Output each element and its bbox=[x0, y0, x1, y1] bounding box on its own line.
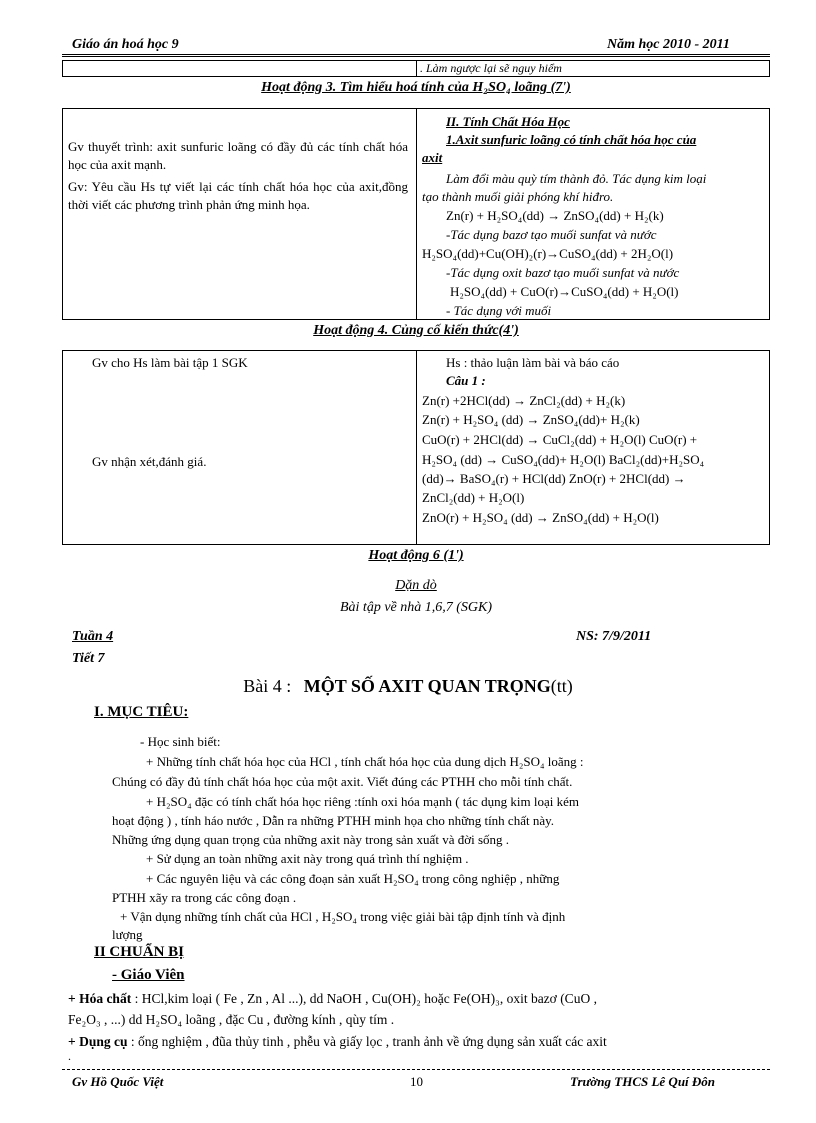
activity3-r11: - Tác dụng với muối bbox=[446, 303, 552, 318]
activity4-r8: ZnCl₂(dd) + H₂O(l) bbox=[422, 490, 525, 505]
top-row-left bbox=[62, 60, 417, 77]
activity4-r9: ZnO(r) + H₂SO₄ (dd) → ZnSO₄(dd) + H₂O(l) bbox=[422, 510, 659, 525]
header-rule bbox=[62, 54, 770, 57]
lesson-title-prefix: Bài 4 : bbox=[243, 676, 292, 696]
activity4-r3: Zn(r) +2HCl(dd) → ZnCl₂(dd) + H₂(k) bbox=[422, 393, 626, 408]
objectives-l5: hoạt động ) , tính háo nước , Dẫn ra những PTHH minh họa cho những tính chất này. bbox=[112, 813, 555, 828]
activity3-r9: -Tác dụng oxit bazơ tạo muối sunfat và nước bbox=[446, 265, 680, 280]
week-period: Tiết 7 bbox=[72, 651, 105, 666]
week-date: NS: 7/9/2011 bbox=[576, 629, 652, 644]
activity4-r7: (dd)→ BaSO₄(r) + HCl(dd) ZnO(r) + 2HCl(dd) → bbox=[422, 471, 686, 486]
prep-chem-label: + Hóa chất bbox=[68, 991, 132, 1006]
lesson-title-suffix: (tt) bbox=[550, 676, 573, 696]
activity3-r6: Zn(r) + H₂SO₄(dd) → ZnSO₄(dd) + H₂(k) bbox=[446, 208, 664, 223]
activity3-r10: H₂SO₄(dd) + CuO(r)→CuSO₄(dd) + H₂O(l) bbox=[450, 284, 679, 299]
footer-rule bbox=[62, 1069, 770, 1070]
activity4-r1: Hs : thảo luận làm bài và báo cáo bbox=[446, 355, 620, 370]
activity3-r8: H₂SO₄(dd)+Cu(OH)₂(r)→CuSO₄(dd) + 2H₂O(l) bbox=[422, 246, 674, 261]
activity3-r1: II. Tính Chất Hóa Học bbox=[446, 114, 570, 129]
prep-tools-text: : ống nghiệm , đũa thủy tinh , phễu và giấy lọc , tranh ảnh về ứng dụng sản xuất các axit bbox=[127, 1034, 607, 1049]
activity3-r4: Làm đổi màu quỳ tím thành đỏ. Tác dụng kim loại bbox=[446, 171, 707, 186]
prep-chem-text: : HCl,kim loại ( Fe , Zn , Al ...), dd NaOH , Cu(OH)₂ hoặc Fe(OH)₃, oxit bazơ (CuO , bbox=[131, 991, 597, 1006]
activity3-title: Hoạt động 3. Tìm hiểu hoá tính của H₂SO₄ loãng (7') bbox=[261, 80, 571, 95]
activity4-r4: Zn(r) + H₂SO₄ (dd) → ZnSO₄(dd)+ H₂(k) bbox=[422, 412, 640, 427]
activity4-left2: Gv nhận xét,đánh giá. bbox=[92, 454, 207, 469]
objectives-l8: + Các nguyên liệu và các công đoạn sản xuất H₂SO₄ trong công nghiệp , những bbox=[146, 871, 560, 886]
objectives-heading: I. MỤC TIÊU: bbox=[94, 704, 189, 720]
activity6-title: Hoạt động 6 (1') bbox=[368, 548, 464, 563]
objectives-l7: + Sử dụng an toàn những axit này trong quá trình thí nghiệm . bbox=[146, 851, 469, 866]
prep-chemicals bbox=[68, 990, 597, 1008]
prep-heading: II CHUẨN BỊ bbox=[94, 944, 185, 960]
header-right: Năm học 2010 - 2011 bbox=[607, 37, 730, 52]
top-row-text: . Làm ngược lại sẽ nguy hiểm bbox=[420, 61, 562, 75]
activity4-left-cell bbox=[62, 350, 417, 545]
week-label: Tuần 4 bbox=[72, 629, 114, 644]
prep-tools-label: + Dụng cụ bbox=[68, 1034, 128, 1049]
activity3-left-p1: Gv thuyết trình: axit sunfuric loãng có đầy đủ các tính chất hóa học của axit mạnh. bbox=[68, 139, 408, 172]
header-left: Giáo án hoá học 9 bbox=[72, 37, 179, 52]
footer-left: Gv Hồ Quốc Việt bbox=[72, 1074, 164, 1089]
footer-page: 10 bbox=[410, 1074, 423, 1089]
lesson-title-main: MỘT SỐ AXIT QUAN TRỌNG bbox=[303, 676, 551, 696]
activity4-title: Hoạt động 4. Củng cố kiến thức(4') bbox=[313, 323, 519, 338]
objectives-l4: + H₂SO₄ đặc có tính chất hóa học riêng :tính oxi hóa mạnh ( tác dụng kim loại kém bbox=[146, 794, 580, 809]
activity3-r2: 1.Axit sunfuric loãng có tính chất hóa học của bbox=[446, 132, 697, 147]
activity3-left-p2: Gv: Yêu cầu Hs tự viết lại các tính chất hóa học của axit,đồng thời viết các phương trình phản ứng minh họa. bbox=[68, 179, 408, 212]
objectives-l10: + Vận dụng những tính chất của HCl , H₂SO₄ trong việc giải bài tập định tính và định bbox=[120, 909, 566, 924]
activity4-left1: Gv cho Hs làm bài tập 1 SGK bbox=[92, 355, 248, 370]
activity4-r5: CuO(r) + 2HCl(dd) → CuCl₂(dd) + H₂O(l) CuO(r) + bbox=[422, 432, 698, 447]
prep-teacher: - Giáo Viên bbox=[112, 967, 185, 983]
activity3-r3: axit bbox=[422, 150, 443, 165]
footer-right: Trường THCS Lê Quí Đôn bbox=[570, 1074, 716, 1089]
activity4-r6: H₂SO₄ (dd) → CuSO₄(dd)+ H₂O(l) BaCl₂(dd)+H₂SO₄ bbox=[422, 452, 705, 467]
objectives-l1: - Học sinh biết: bbox=[140, 734, 221, 749]
lesson-title bbox=[0, 676, 816, 697]
activity3-r5: tạo thành muối giải phóng khí hiđro. bbox=[422, 189, 614, 204]
objectives-l6: Những ứng dụng quan trọng của những axit này trong sản xuất và đời sống . bbox=[112, 832, 510, 847]
prep-tools-end: . bbox=[68, 1049, 71, 1063]
activity4-r2: Câu 1 : bbox=[446, 373, 486, 388]
objectives-l3: Chúng có đầy đủ tính chất hóa học của một axit. Viết đúng các PTHH cho mỗi tính chất. bbox=[112, 774, 573, 789]
objectives-l11: lượng bbox=[112, 927, 143, 942]
objectives-l2: + Những tính chất hóa học của HCl , tính chất hóa học của dung dịch H₂SO₄ loãng : bbox=[146, 754, 584, 769]
activity6-sub: Dặn dò bbox=[395, 578, 437, 593]
activity3-r7: -Tác dụng bazơ tạo muối sunfat và nước bbox=[446, 227, 657, 242]
objectives-l9: PTHH xãy ra trong các công đoạn . bbox=[112, 890, 297, 905]
prep-tools bbox=[68, 1033, 607, 1051]
activity6-homework: Bài tập về nhà 1,6,7 (SGK) bbox=[339, 600, 493, 615]
prep-chem-text2: Fe₂O₃ , ...) dd H₂SO₄ loãng , đặc Cu , đường kính , qùy tím . bbox=[68, 1012, 395, 1027]
